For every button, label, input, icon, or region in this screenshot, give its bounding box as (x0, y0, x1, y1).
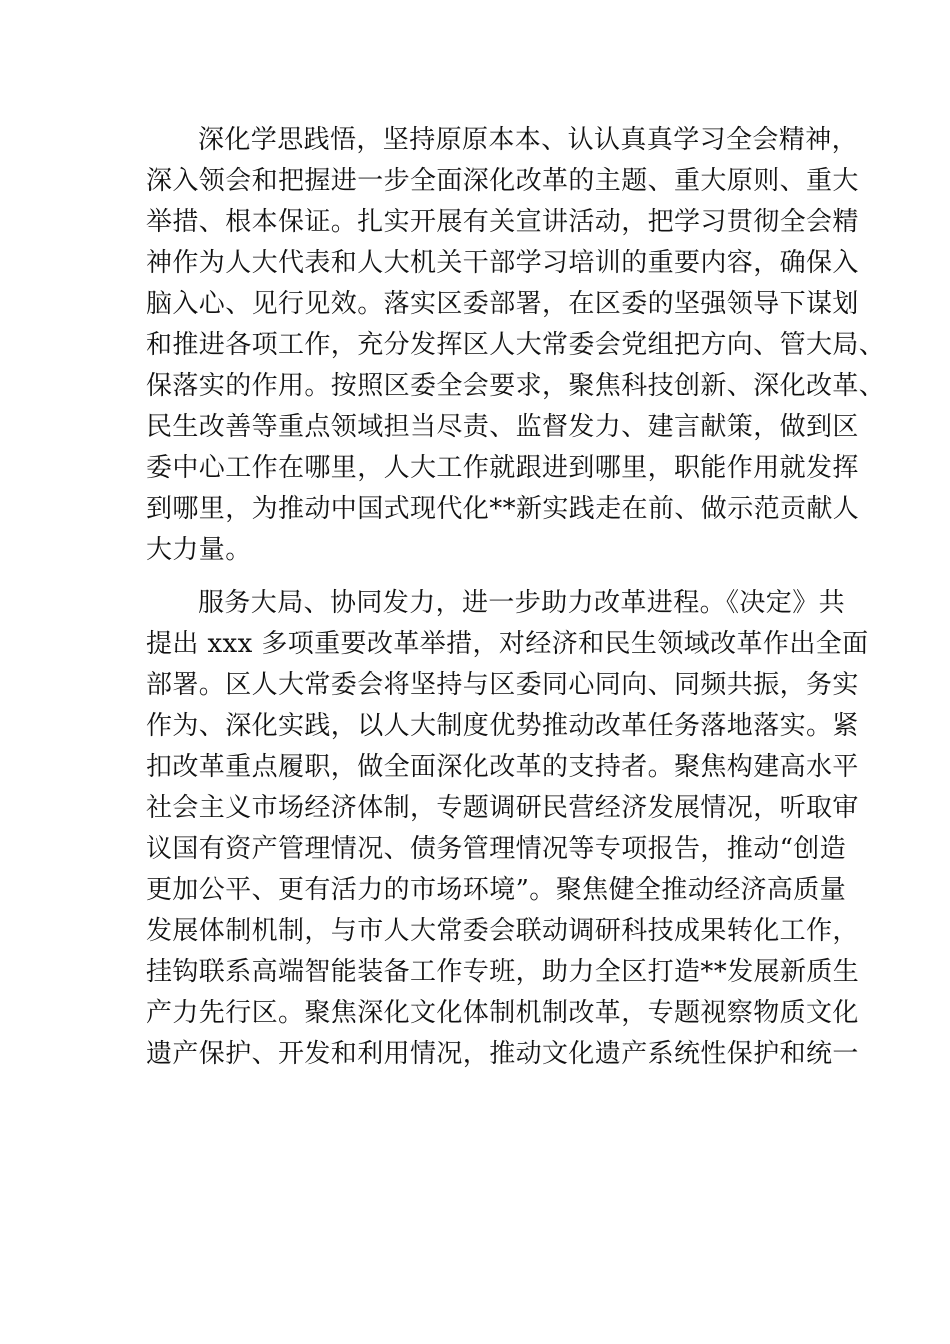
text-line: 服务大局、协同发力，进一步助力改革进程。《决定》共 (198, 588, 846, 618)
text-line: 和推进各项工作，充分发挥区人大常委会党组把方向、管大局、 (146, 330, 886, 360)
text-line: 脑入心、见行见效。落实区委部署，在区委的坚强领导下谋划 (146, 289, 859, 319)
text-line: 大力量。 (146, 535, 252, 565)
text-line: 发展体制机制，与市人大常委会联动调研科技成果转化工作， (146, 916, 859, 946)
text-line: 提出 xxx 多项重要改革举措，对经济和民生领域改革作出全面 (146, 629, 869, 659)
text-line: 到哪里，为推动中国式现代化**新实践走在前、做示范贡献人 (146, 494, 860, 524)
text-line: 民生改善等重点领域担当尽责、监督发力、建言献策，做到区 (146, 412, 859, 442)
text-line: 部署。区人大常委会将坚持与区委同心同向、同频共振，务实 (146, 670, 859, 700)
text-line: 挂钩联系高端智能装备工作专班，助力全区打造**发展新质生 (146, 957, 860, 987)
paragraph-2 (146, 583, 869, 1075)
document-body (146, 120, 886, 1075)
paragraph-spacer (146, 571, 846, 583)
text-line: 深入领会和把握进一步全面深化改革的主题、重大原则、重大 (146, 166, 859, 196)
text-line: 委中心工作在哪里，人大工作就跟进到哪里，职能作用就发挥 (146, 453, 859, 483)
text-line: 遗产保护、开发和利用情况，推动文化遗产系统性保护和统一 (146, 1039, 859, 1069)
text-line: 更加公平、更有活力的市场环境”。聚焦健全推动经济高质量 (146, 875, 847, 905)
paragraph-1 (146, 120, 886, 571)
text-line: 扣改革重点履职，做全面深化改革的支持者。聚焦构建高水平 (146, 752, 859, 782)
text-line: 保落实的作用。按照区委全会要求，聚焦科技创新、深化改革、 (146, 371, 886, 401)
text-line: 社会主义市场经济体制，专题调研民营经济发展情况，听取审 (146, 793, 859, 823)
text-line: 举措、根本保证。扎实开展有关宣讲活动，把学习贯彻全会精 (146, 207, 859, 237)
text-line: 神作为人大代表和人大机关干部学习培训的重要内容，确保入 (146, 248, 859, 278)
text-line: 产力先行区。聚焦深化文化体制机制改革，专题视察物质文化 (146, 998, 859, 1028)
text-line: 议国有资产管理情况、债务管理情况等专项报告，推动“创造 (146, 834, 847, 864)
text-line: 深化学思践悟，坚持原原本本、认认真真学习全会精神， (198, 125, 859, 155)
text-line: 作为、深化实践，以人大制度优势推动改革任务落地落实。紧 (146, 711, 859, 741)
